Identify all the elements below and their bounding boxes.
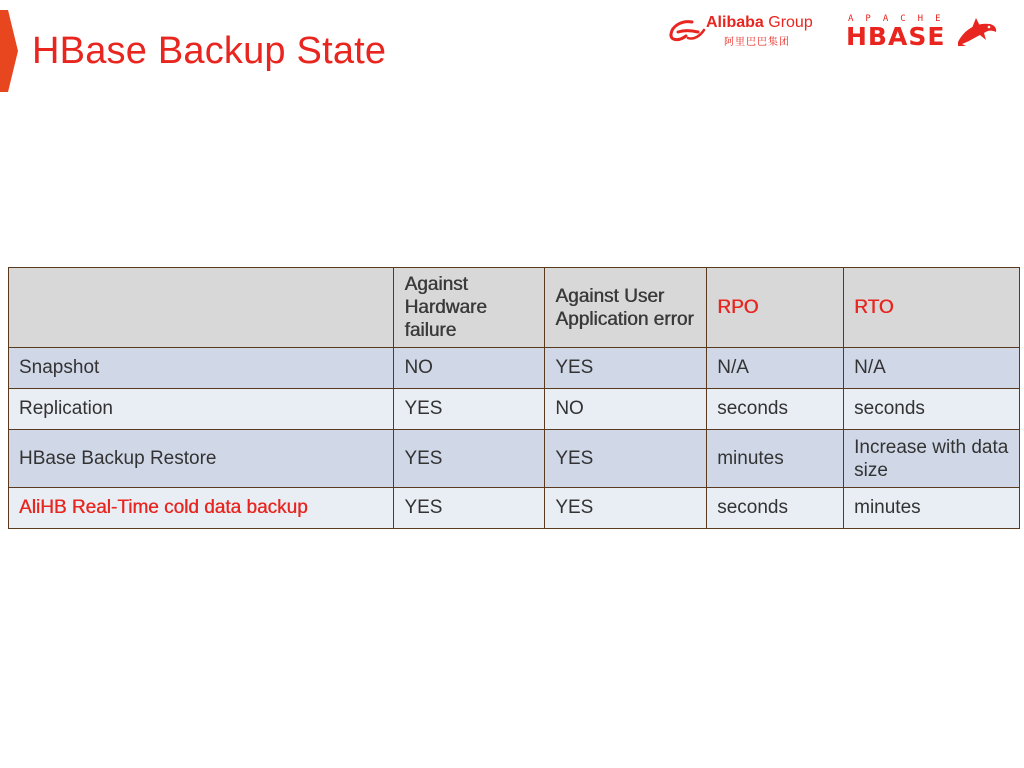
row-name-cell: HBase Backup Restore (9, 430, 394, 488)
header-hardware-failure: Against Hardware failure (394, 268, 545, 348)
rto-cell: minutes (844, 488, 1020, 529)
header-empty (9, 268, 394, 348)
apache-label: APACHE (848, 14, 953, 24)
rpo-cell: seconds (707, 389, 844, 430)
user-error-cell: YES (545, 488, 707, 529)
alibaba-logo-text (706, 14, 813, 32)
table-row (9, 430, 1020, 488)
rpo-cell: seconds (707, 488, 844, 529)
rpo-cell: minutes (707, 430, 844, 488)
table-row (9, 488, 1020, 529)
table-row (9, 389, 1020, 430)
row-name-cell: AliHB Real-Time cold data backup (9, 488, 394, 529)
hbase-logo-text: HBASE (846, 22, 946, 51)
header-user-error: Against User Application error (545, 268, 707, 348)
user-error-cell: YES (545, 430, 707, 488)
hardware-cell: YES (394, 488, 545, 529)
user-error-cell: YES (545, 348, 707, 389)
rto-cell: seconds (844, 389, 1020, 430)
rpo-cell: N/A (707, 348, 844, 389)
slide-title: HBase Backup State (32, 30, 387, 72)
row-name-cell: Snapshot (9, 348, 394, 389)
hardware-cell: YES (394, 389, 545, 430)
alibaba-group-label: Group (763, 14, 813, 31)
table-header-row (9, 268, 1020, 348)
row-name-cell: Replication (9, 389, 394, 430)
corner-marker-shape (0, 10, 18, 92)
orca-logo-icon (956, 16, 998, 48)
alibaba-cn-text: 阿里巴巴集团 (724, 37, 790, 48)
rto-cell: N/A (844, 348, 1020, 389)
rto-cell: Increase with data size (844, 430, 1020, 488)
alibaba-name: Alibaba (706, 14, 764, 31)
hardware-cell: NO (394, 348, 545, 389)
table-row (9, 348, 1020, 389)
header-rpo: RPO (707, 268, 844, 348)
backup-comparison-table (8, 267, 1020, 529)
alibaba-logo-icon (668, 18, 706, 44)
user-error-cell: NO (545, 389, 707, 430)
header-rto: RTO (844, 268, 1020, 348)
hardware-cell: YES (394, 430, 545, 488)
